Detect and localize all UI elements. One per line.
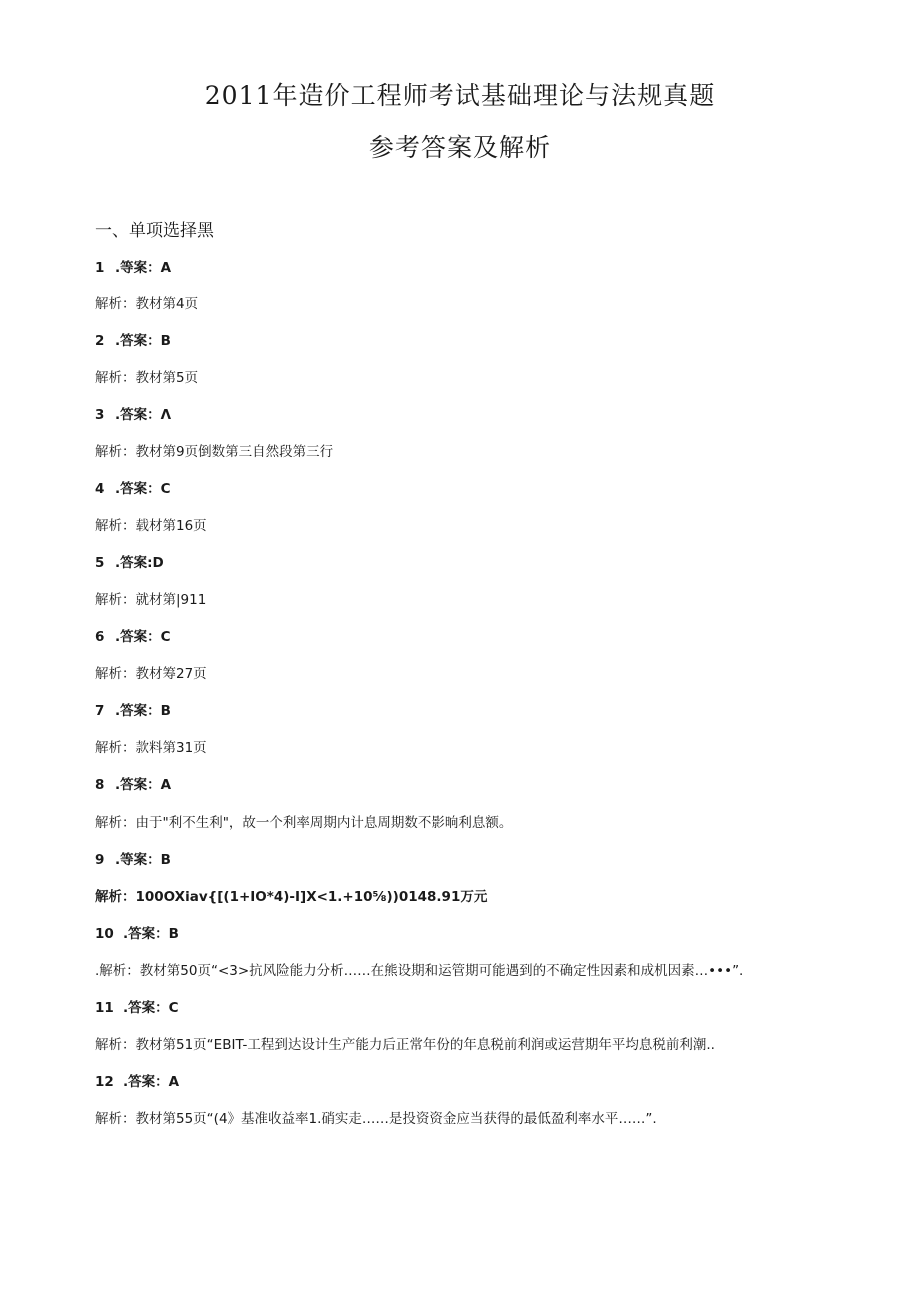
answer-text: .答案：B: [123, 926, 179, 942]
explanation-line: 解析：款料第31页: [95, 740, 207, 756]
question-number: 9: [95, 852, 105, 868]
answer-line: [95, 551, 164, 571]
explanation-line: 解析：教材第51页“EBIT-工程到达设计生产能力后正常年份的年息税前利润或运营期年平均息税前利潮..: [95, 1037, 715, 1053]
answer-line: [95, 625, 171, 645]
answer-text: .等案：B: [115, 852, 171, 868]
answer-line: [95, 329, 171, 349]
answer-line: [95, 256, 171, 276]
question-number: 5: [95, 555, 105, 571]
question-number: 2: [95, 333, 105, 349]
explanation-line: 解析：教材第5页: [95, 370, 199, 386]
explanation-line: 解析：教材筹27页: [95, 666, 207, 682]
answer-text: .答案：Λ: [115, 407, 172, 423]
question-number: 3: [95, 407, 105, 423]
explanation-line: 解析：载材第16页: [95, 518, 207, 534]
answer-line: [95, 1070, 179, 1090]
explanation-line: 解析：教材第4页: [95, 296, 199, 312]
answer-line: [95, 403, 171, 423]
question-number: 6: [95, 629, 105, 645]
answer-text: .答案：C: [115, 481, 171, 497]
explanation-line: 解析：就材第|911: [95, 592, 207, 608]
question-number: 8: [95, 777, 105, 793]
answer-text: .答案：A: [123, 1074, 180, 1090]
page-subtitle: 参考答案及解析: [368, 133, 552, 162]
answer-text: .等案：A: [115, 260, 172, 276]
answer-text: .答案：A: [115, 777, 172, 793]
page-title: 2011年造价工程师考试基础理论与法规真题: [204, 81, 716, 110]
answer-line: [95, 773, 171, 793]
answer-text: .答案：C: [115, 629, 171, 645]
explanation-line: 解析：教材第9页倒数第三自然段第三行: [95, 444, 334, 460]
explanation-line: 解析：教材第55页“(4》基准收益率1.硝实走……是投资资金应当获得的最低盈利率水平……”.: [95, 1111, 657, 1127]
answer-line: [95, 996, 179, 1016]
explanation-line: 解析：100OXiav{[(1+IO*4)-I]X<1.+10⅝))0148.91万元: [95, 889, 488, 905]
answer-line: [95, 477, 171, 497]
answer-line: [95, 922, 179, 942]
answer-line: [95, 848, 171, 868]
question-number: 10: [95, 926, 114, 942]
question-number: 11: [95, 1000, 114, 1016]
answer-text: .答案：B: [115, 333, 171, 349]
section-heading: 一、单项选择黑: [95, 221, 214, 241]
answer-text: .答案：C: [123, 1000, 179, 1016]
answer-line: [95, 699, 171, 719]
answer-text: .答案:D: [115, 555, 164, 571]
question-number: 4: [95, 481, 105, 497]
explanation-line: 解析：由于"利不生利"，故一个利率周期内计息周期数不影晌利息额。: [95, 815, 513, 831]
question-number: 1: [95, 260, 105, 276]
question-number: 7: [95, 703, 105, 719]
explanation-line: .解析：教材第50页“<3>抗风险能力分析……在熊设期和运管期可能遇到的不确定性因素和成机因素…•••”.: [95, 963, 744, 979]
answer-text: .答案：B: [115, 703, 171, 719]
question-number: 12: [95, 1074, 114, 1090]
